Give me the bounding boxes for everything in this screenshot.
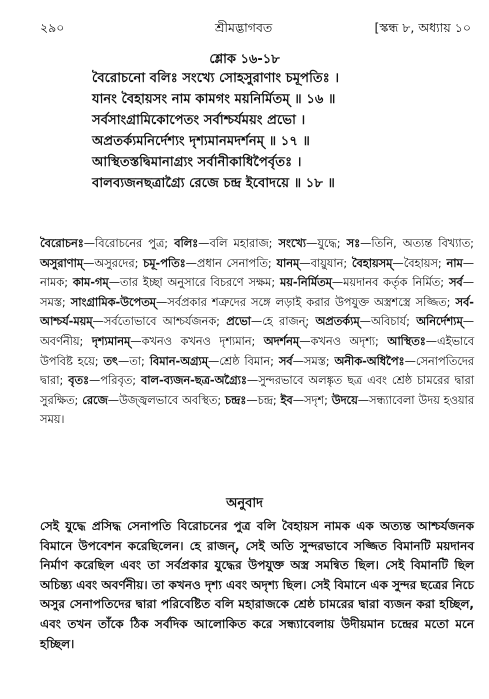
translation-text: সেই যুদ্ধে প্রসিদ্ধ সেনাপতি বিরোচনের পুত্র বলি বৈহায়স নামক এক অত্যন্ত আশ্চর্যজনক বিমানে উপবেশন করেছিলেন। হে রাজন্, সেই অতি সুন্দরভাবে সজ্জিত বিমানটি ময়দানব নির্মাণ করেছিল এবং তা সর্বপ্রকার যুদ্ধের উপযুক্ত অস্ত্র সমন্বিত ছিল। সেই বিমানটি ছিল অচিন্ত্য এবং অবর্ণনীয়। তা কখনও দৃশ্য এবং অদৃশ্য ছিল। সেই বিমানে এক সুন্দর ছত্রের নিচে অসুর সেনাপতিদের দ্বারা পরিবেষ্টিত বলি মহারাজকে শ্রেষ্ঠ চামরের দ্বারা ব্যজন করা হচ্ছিল, এবং তখন তাঁকে ঠিক সর্বদিক আলোকিত করে সন্ধ্যাবেলায় উদীয়মান চন্দ্রের মতো মনে হচ্ছিল। (40, 519, 474, 651)
synonym-term: সর্ব-আশ্চর্য-ময়ম্ (40, 295, 474, 329)
synonym-term: সর্ব (448, 276, 463, 290)
canto-chapter: [স্কন্ধ ৮, অধ্যায় ১০ (374, 20, 471, 35)
verse-heading: শ্লোক ১৬-১৮ (209, 52, 280, 67)
synonym-term: উদয়ে (331, 393, 358, 407)
synonym-meaning: বায়ুযান; (310, 256, 348, 270)
synonym-term: সংখ্যে (278, 237, 307, 250)
synonym-meaning: সর্বতোভাবে আশ্চর্যজনক; (103, 315, 220, 329)
synonym-meaning: বলি মহারাজ; (209, 237, 273, 250)
synonym-term: বৈহায়সম্ (351, 256, 393, 270)
synonym-meaning: হে রাজন্; (262, 315, 310, 329)
translation-heading: অনুবাদ (226, 496, 263, 511)
synonym-meaning: কখনও অদৃশ্য; (310, 334, 379, 348)
synonym-meaning: প্রধান সেনাপতি; (196, 256, 272, 270)
verse-line: আস্থিতস্তদ্বিমানাগ্র্যং সর্বানীকাধিপৈর্বৃতঃ । (92, 155, 302, 170)
verse-line: বালব্যজনছত্রাগ্র্যৈ রেজে চন্দ্র ইবোদয়ে ॥ ১৮ ॥ (92, 176, 335, 191)
synonym-term: সঃ (346, 237, 361, 250)
synonym-meaning: অবর্ণনীয়; (40, 334, 84, 348)
synonym-term: বৈরোচনঃ (40, 237, 84, 250)
synonym-term: সর্ব (278, 354, 293, 368)
page-header (40, 20, 471, 42)
synonym-meaning: চন্দ্র; (257, 393, 277, 407)
synonym-term: যানম্ (276, 256, 300, 270)
book-title: শ্রীমদ্ভাগবত (215, 20, 273, 35)
synonym-meaning: অবিচার্য; (370, 315, 410, 329)
synonym-meaning: যুদ্ধে; (317, 237, 341, 250)
synonym-meaning: সন্ধ্যাবেলা উদয় হওয়ার সময়। (40, 393, 475, 427)
synonym-meaning: তিনি, অত্যন্ত বিখ্যাত; (371, 237, 474, 250)
synonym-term: নাম (446, 256, 463, 270)
synonym-meaning: ময়দানব কর্তৃক নির্মিত; (343, 276, 445, 290)
word-for-word-synonyms: বৈরোচনঃ—বিরোচনের পুত্র; বলিঃ—বলি মহারাজ; সংখ্যে—যুদ্ধে; সঃ—তিনি, অত্যন্ত বিখ্যাত; অসুরাণাম্—অসুরদের; চমূ-পতিঃ—প্রধান সেনাপতি; যানম্—বায়ুযান; বৈহায়সম্—বৈহায়স; নাম—নামক; কাম-গম্—তার ইচ্ছা অনুসারে বিচরণে সক্ষম; ময়-নির্মিতম্—ময়দানব কর্তৃক নির্মিত; সর্ব—সমস্ত; সাংগ্রামিক-উপেতম্—সর্বপ্রকার শত্রুদের সঙ্গে লড়াই করার উপযুক্ত অস্ত্রশস্ত্রে সজ্জিত; সর্ব-আশ্চর্য-ময়ম্—সর্বতোভাবে আশ্চর্যজনক; প্রভো—হে রাজন্; অপ্রতর্ক্যম্—অবিচার্য; অনির্দেশ্যম্—অবর্ণনীয়; দৃশ্যমানম্—কখনও কখনও দৃশ্যমান; অদর্শনম্—কখনও অদৃশ্য; আস্থিতঃ—এইভাবে উপবিষ্ট হয়ে; তৎ—তা; বিমান-অগ্র্যম্—শ্রেষ্ঠ বিমান; সর্ব—সমস্ত; অনীক-অধিপৈঃ—সেনাপতিদের দ্বারা; বৃতঃ—পরিবৃত; বাল-ব্যজন-ছত্র-অগ্র্যৈঃ—সুন্দরভাবে অলঙ্কৃত ছত্র এবং শ্রেষ্ঠ চামরের দ্বারা সুরক্ষিত; রেজে—উজ্জ্বলভাবে অবস্থিত; চন্দ্রঃ—চন্দ্র; ইব—সদৃশ; উদয়ে—সন্ধ্যাবেলা উদয় হওয়ার সময়। (40, 237, 475, 427)
synonym-term: বিমান-অগ্র্যম্ (149, 354, 208, 368)
synonym-term: ইব (280, 393, 293, 407)
synonym-term: তৎ (103, 354, 118, 368)
synonym-meaning: নামক; (40, 276, 69, 290)
synonym-meaning: তা; (129, 354, 145, 368)
synonym-meaning: কখনও কখনও দৃশ্যমান; (141, 334, 256, 348)
synonym-meaning: পরিবৃত; (100, 374, 137, 388)
synonym-term: প্রভো (226, 315, 251, 329)
synonym-meaning: উজ্জ্বলভাবে অবস্থিত; (118, 393, 222, 407)
synonym-meaning: সেনাপতিদের দ্বারা; (40, 354, 475, 388)
synonym-meaning: অসুরদের; (94, 256, 139, 270)
synonym-term: অসুরাণাম্ (40, 256, 84, 270)
synonym-meaning: সদৃশ; (304, 393, 328, 407)
synonym-meaning: সুন্দরভাবে অলঙ্কৃত ছত্র এবং শ্রেষ্ঠ চামরের দ্বারা সুরক্ষিত; (40, 374, 474, 407)
synonym-term: দৃশ্যমানম্ (91, 334, 131, 348)
synonym-term: সাংগ্রামিক-উপেতম্ (70, 295, 156, 309)
synonym-term: অনীক-অধিপৈঃ (334, 354, 405, 368)
page-number: ২৯০ (40, 20, 65, 35)
synonym-meaning: এইভাবে উপবিষ্ট হয়ে; (40, 334, 475, 368)
synonym-meaning: শ্রেষ্ঠ বিমান; (219, 354, 274, 368)
synonym-term: বাল-ব্যজন-ছত্র-অগ্র্যৈঃ (140, 374, 247, 388)
synonym-term: অদর্শনম্ (263, 334, 300, 348)
synonym-meaning: সর্বপ্রকার শত্রুদের সঙ্গে লড়াই করার উপযুক্ত অস্ত্রশস্ত্রে সজ্জিত; (167, 295, 451, 309)
sanskrit-verses (92, 68, 482, 194)
synonym-term: ময়-নির্মিতম্ (280, 276, 332, 290)
synonym-term: আস্থিতঃ (387, 334, 426, 348)
synonym-term: অপ্রতর্ক্যম্ (315, 315, 360, 329)
verse-line: যানং বৈহায়সং নাম কামগং ময়নির্মিতম্ ॥ ১৬ ॥ (92, 92, 336, 107)
synonym-meaning: বিরোচনের পুত্র; (95, 237, 169, 250)
synonym-meaning: সমস্ত; (303, 354, 330, 368)
synonym-term: চন্দ্রঃ (225, 393, 247, 407)
synonym-term: কাম-গম্ (72, 276, 109, 290)
synonym-term: রেজে (82, 393, 108, 407)
synonym-term: বৃতঃ (68, 374, 90, 388)
verse-line: বৈরোচনো বলিঃ সংখ্যে সোহসুরাণাং চমূপতিঃ । (92, 71, 340, 86)
verse-line: অপ্রতর্ক্যমনির্দেশ্যং দৃশ্যমানমদর্শনম্ ॥ ১৭ ॥ (92, 134, 310, 149)
synonym-meaning: সমস্ত; (40, 295, 66, 309)
verse-line: সর্বসাংগ্রামিকোপেতং সর্বাশ্চর্যময়ং প্রভো । (92, 113, 306, 128)
synonym-meaning: তার ইচ্ছা অনুসারে বিচরণে সক্ষম; (120, 276, 276, 290)
synonym-term: অনির্দেশ্যম্ (416, 315, 463, 329)
synonym-term: চমূ-পতিঃ (143, 256, 186, 270)
synonym-meaning: বৈহায়স; (403, 256, 442, 270)
synonym-term: বলিঃ (174, 237, 199, 250)
